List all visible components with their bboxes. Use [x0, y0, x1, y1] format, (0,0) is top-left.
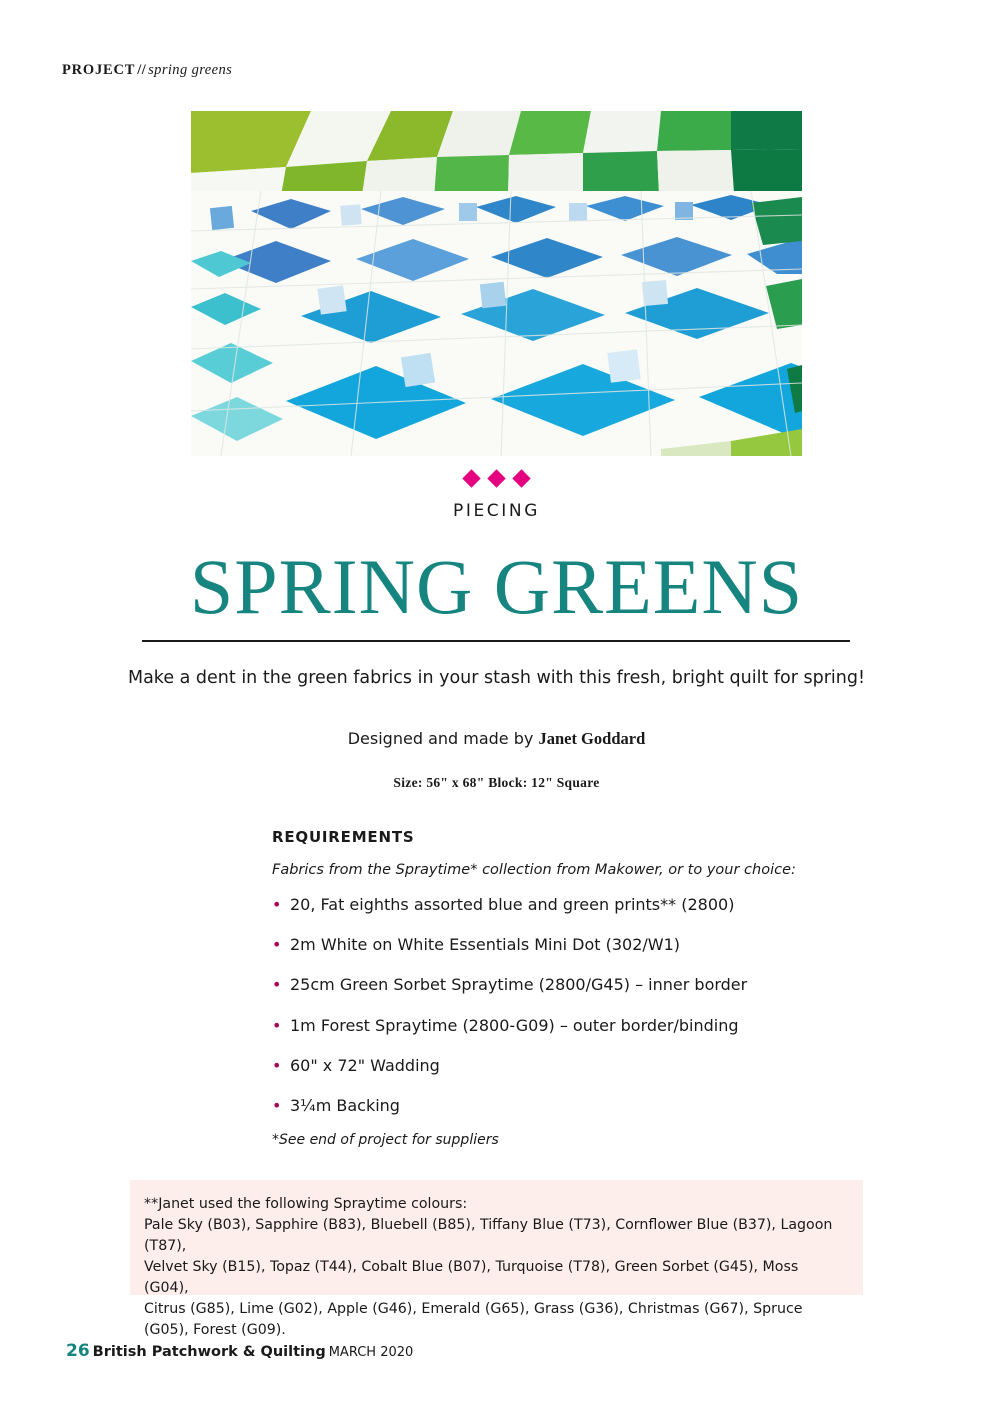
byline: [0, 729, 993, 749]
size-and-block: Size: 56" x 68" Block: 12" Square: [393, 775, 600, 790]
title-divider: [142, 640, 850, 642]
requirements-list: [272, 895, 832, 1115]
list-item-text: 20, Fat eighths assorted blue and green prints** (2800): [290, 895, 735, 914]
requirements-subheading: Fabrics from the Spraytime* collection from Makower, or to your choice:: [272, 862, 796, 878]
bullet-icon: •: [272, 895, 282, 914]
header-separator: //: [137, 62, 147, 78]
diamond-icon: [462, 469, 480, 487]
bullet-icon: •: [272, 1015, 282, 1035]
list-item-text: 2m White on White Essentials Mini Dot (302/W1): [290, 935, 681, 955]
list-item: [272, 935, 832, 954]
note-line: Pale Sky (B03), Sapphire (B83), Bluebell (B85), Tiffany Blue (T73), Cornflower Blue (B37), Lagoon (T87),: [144, 1217, 833, 1255]
requirements-section: [272, 828, 832, 1148]
page-number: 26: [66, 1341, 90, 1361]
diamond-icon: [487, 469, 505, 487]
quilt-photo: [191, 111, 802, 456]
list-item-text: 25cm Green Sorbet Spraytime (2800/G45) – inner border: [290, 975, 748, 995]
note-line: Velvet Sky (B15), Topaz (T44), Cobalt Blue (B07), Turquoise (T78), Green Sorbet (G45), Moss (G04),: [144, 1259, 799, 1297]
designer-name: Janet Goddard: [538, 729, 646, 748]
requirements-footnote: *See end of project for suppliers: [272, 1132, 499, 1149]
list-item: [272, 1096, 832, 1115]
page-title: SPRING GREENS: [189, 543, 804, 630]
header-kicker: PROJECT: [62, 62, 136, 78]
list-item: [272, 895, 832, 914]
bullet-icon: •: [272, 935, 282, 955]
list-item: [272, 975, 832, 994]
magazine-title: British Patchwork & Quilting: [92, 1344, 326, 1360]
issue-date: MARCH 2020: [328, 1345, 414, 1360]
byline-prefix: Designed and made by: [347, 729, 539, 748]
diamond-motif: [0, 472, 993, 485]
strapline: Make a dent in the green fabrics in your stash with this fresh, bright quilt for spring!: [127, 668, 866, 688]
list-item: [272, 1056, 832, 1075]
list-item-text: 3¼m Backing: [290, 1095, 400, 1115]
category-label: PIECING: [453, 501, 540, 521]
list-item-text: 60" x 72" Wadding: [290, 1055, 440, 1075]
note-line: Citrus (G85), Lime (G02), Apple (G46), Emerald (G65), Grass (G36), Christmas (G67), Spruce (G05), Forest (G09).: [144, 1301, 803, 1339]
bullet-icon: •: [272, 975, 282, 995]
header-project-name: spring greens: [148, 62, 233, 78]
colour-note-text: [130, 1180, 863, 1341]
bullet-icon: •: [272, 1095, 282, 1115]
list-item-text: 1m Forest Spraytime (2800-G09) – outer border/binding: [290, 1015, 739, 1035]
note-line: **Janet used the following Spraytime colours:: [144, 1196, 468, 1212]
list-item: [272, 1016, 832, 1035]
requirements-heading: REQUIREMENTS: [272, 828, 415, 846]
page-footer: [66, 1341, 413, 1361]
colour-note-box: [130, 1180, 863, 1339]
bullet-icon: •: [272, 1055, 282, 1075]
diamond-icon: [512, 469, 530, 487]
running-header: [62, 62, 232, 79]
